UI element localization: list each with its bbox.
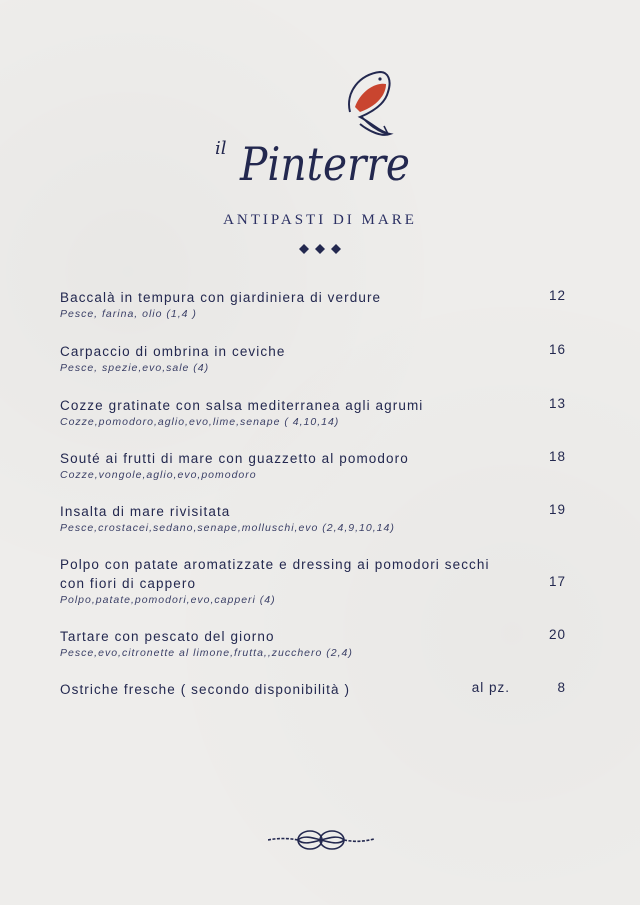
item-name: Baccalà in tempura con giardiniera di verdure bbox=[60, 290, 382, 305]
rope-knot-icon bbox=[268, 826, 374, 854]
menu-item bbox=[60, 449, 570, 483]
item-ingredients: Pesce, farina, olio (1,4 ) bbox=[60, 308, 197, 320]
item-price: 8 bbox=[557, 680, 566, 695]
menu-item bbox=[60, 342, 570, 376]
fish-icon bbox=[349, 72, 390, 135]
menu-item bbox=[60, 396, 570, 430]
item-ingredients: Polpo,patate,pomodori,evo,capperi (4) bbox=[60, 594, 276, 606]
item-name: Insalta di mare rivisitata bbox=[60, 504, 231, 519]
diamond-divider-icon bbox=[298, 243, 342, 255]
logo-text-main: Pinterre bbox=[239, 137, 410, 191]
menu-item bbox=[60, 680, 570, 699]
item-price: 18 bbox=[548, 449, 566, 464]
item-price: 16 bbox=[548, 342, 566, 357]
menu-item bbox=[60, 288, 570, 322]
item-price: 19 bbox=[548, 502, 566, 517]
item-name-line-1: Polpo con patate aromatizzate e dressing ai pomodori secchi bbox=[60, 557, 490, 572]
item-ingredients: Pesce, spezie,evo,sale (4) bbox=[60, 362, 210, 374]
item-ingredients: Cozze,vongole,aglio,evo,pomodoro bbox=[60, 469, 257, 481]
menu-item bbox=[60, 555, 570, 608]
item-name: Souté ai frutti di mare con guazzetto al pomodoro bbox=[60, 451, 409, 466]
item-ingredients: Pesce,crostacei,sedano,senape,molluschi,evo (2,4,9,10,14) bbox=[60, 522, 395, 534]
section-title: ANTIPASTI DI MARE bbox=[223, 212, 417, 228]
item-name-line-2: con fiori di cappero bbox=[60, 576, 197, 591]
item-price: 20 bbox=[548, 627, 566, 642]
logo-text-il: il bbox=[215, 138, 227, 159]
item-ingredients: Cozze,pomodoro,aglio,evo,lime,senape ( 4,10,14) bbox=[60, 416, 340, 428]
item-name: Cozze gratinate con salsa mediterranea agli agrumi bbox=[60, 398, 424, 413]
item-price: 12 bbox=[548, 288, 566, 303]
restaurant-logo bbox=[210, 62, 430, 192]
item-price-label: al pz. bbox=[471, 680, 510, 695]
menu-item bbox=[60, 502, 570, 536]
item-name: Carpaccio di ombrina in ceviche bbox=[60, 344, 286, 359]
item-price: 13 bbox=[548, 396, 566, 411]
item-name: Ostriche fresche ( secondo disponibilità ) bbox=[60, 682, 351, 697]
menu-item bbox=[60, 627, 570, 661]
item-ingredients: Pesce,evo,citronette al limone,frutta,,zucchero (2,4) bbox=[60, 647, 353, 659]
item-name: Tartare con pescato del giorno bbox=[60, 629, 275, 644]
item-price: 17 bbox=[548, 574, 566, 589]
